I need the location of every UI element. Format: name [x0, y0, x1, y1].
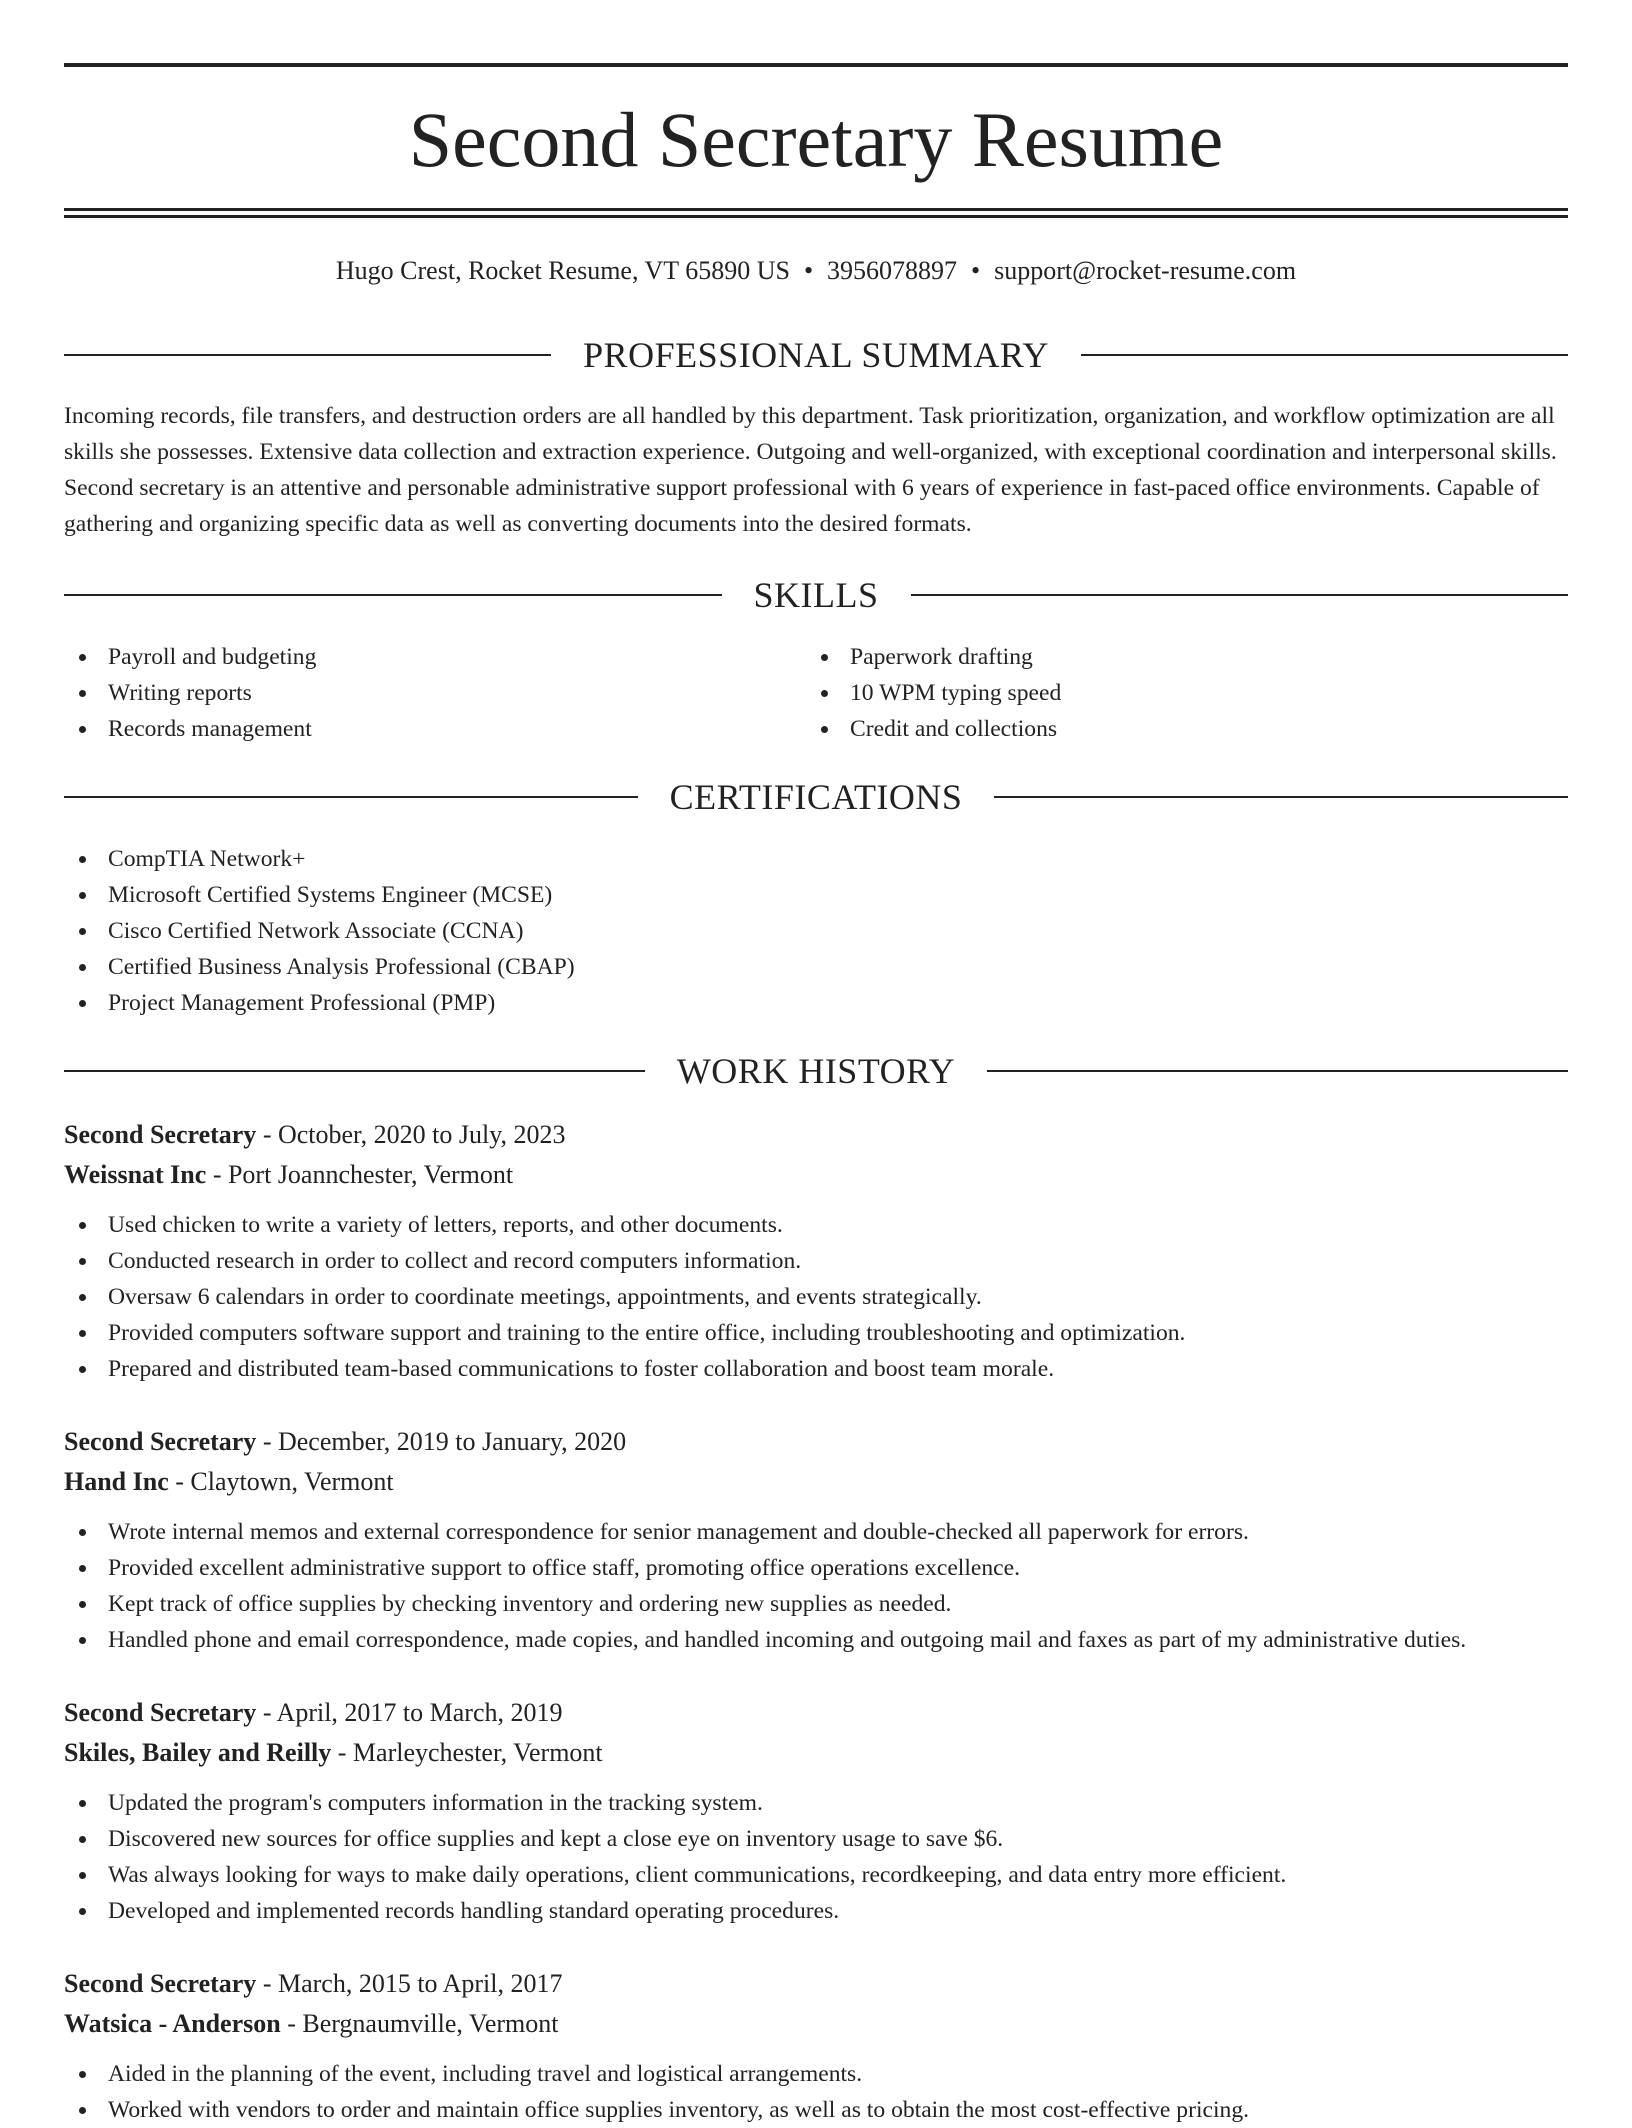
- certification-item: Cisco Certified Network Associate (CCNA): [64, 913, 1568, 949]
- heading-rule: [64, 594, 722, 596]
- job-duties: [64, 2056, 1568, 2128]
- job-location: - Port Joannchester, Vermont: [206, 1160, 514, 1189]
- job-duty: Used chicken to write a variety of letters, reports, and other documents.: [64, 1207, 1568, 1243]
- certifications-list: [64, 841, 1568, 1021]
- job-duty: Updated the program's computers information in the tracking system.: [64, 1785, 1568, 1821]
- section-title: SKILLS: [753, 575, 879, 615]
- job-dates: - December, 2019 to January, 2020: [256, 1427, 627, 1456]
- job-title-line: [64, 1693, 1568, 1733]
- job-duty: Handled phone and email correspondence, made copies, and handled incoming and outgoing mail and faxes as part of my administrative duties.: [64, 1622, 1568, 1658]
- job-location: - Bergnaumville, Vermont: [280, 2009, 559, 2038]
- job-duty: Aided in the planning of the event, including travel and logistical arrangements.: [64, 2056, 1568, 2092]
- job-duty: Prepared and distributed team-based communications to foster collaboration and boost team morale.: [64, 1351, 1568, 1387]
- certification-item: CompTIA Network+: [64, 841, 1568, 877]
- summary-paragraph: Incoming records, file transfers, and destruction orders are all handled by this department. Task prioritization, organization, and workflow optimization are all skills she possesses. Extensive data collection and extraction experience. Outgoing and well-organized, with exceptional coordination and interpersonal skills. Second secretary is an attentive and personable administrative support professional with 6 years of experience in fast-paced office environments. Capable of gathering and organizing specific data as well as converting documents into the desired formats.: [64, 403, 1557, 537]
- job-entry: [64, 1115, 1568, 1387]
- job-duty: Provided excellent administrative support to office staff, promoting office operations excellence.: [64, 1550, 1568, 1586]
- job-title: Second Secretary: [64, 1120, 257, 1149]
- job-duties: [64, 1207, 1568, 1387]
- skills-column-right: [806, 639, 1506, 747]
- job-company-line: [64, 1733, 1568, 1773]
- job-duty: Provided computers software support and training to the entire office, including troubleshooting and optimization.: [64, 1315, 1568, 1351]
- job-duty: Conducted research in order to collect and record computers information.: [64, 1243, 1568, 1279]
- skill-item: 10 WPM typing speed: [806, 675, 1506, 711]
- contact-line: [64, 254, 1568, 288]
- job-title: Second Secretary: [64, 1698, 257, 1727]
- contact-address: Hugo Crest, Rocket Resume, VT 65890 US: [335, 256, 790, 285]
- resume-title: Second Secretary Resume: [408, 96, 1224, 183]
- job-dates: - March, 2015 to April, 2017: [256, 1969, 563, 1998]
- job-entry: [64, 1964, 1568, 2128]
- job-company-line: [64, 2004, 1568, 2044]
- certification-item: Project Management Professional (PMP): [64, 985, 1568, 1021]
- job-duty: Kept track of office supplies by checking inventory and ordering new supplies as needed.: [64, 1586, 1568, 1622]
- top-rule: [64, 63, 1568, 67]
- job-title-line: [64, 1964, 1568, 2004]
- job-duties: [64, 1514, 1568, 1658]
- job-duty: Wrote internal memos and external correspondence for senior management and double-checked all paperwork for errors.: [64, 1514, 1568, 1550]
- section-heading-certifications: [64, 775, 1568, 819]
- contact-separator: •: [803, 256, 814, 285]
- contact-email: support@rocket-resume.com: [994, 256, 1297, 285]
- heading-rule: [911, 594, 1569, 596]
- job-duty: Developed and implemented records handling standard operating procedures.: [64, 1893, 1568, 1929]
- job-duty: Oversaw 6 calendars in order to coordinate meetings, appointments, and events strategically.: [64, 1279, 1568, 1315]
- job-dates: - October, 2020 to July, 2023: [256, 1120, 566, 1149]
- skill-item: Paperwork drafting: [806, 639, 1506, 675]
- job-duty: Was always looking for ways to make daily operations, client communications, recordkeeping, and data entry more efficient.: [64, 1857, 1568, 1893]
- job-title-line: [64, 1115, 1568, 1155]
- job-location: - Marleychester, Vermont: [331, 1738, 603, 1767]
- job-entry: [64, 1693, 1568, 1929]
- job-company-line: [64, 1155, 1568, 1195]
- skill-item: Writing reports: [64, 675, 764, 711]
- job-title-line: [64, 1422, 1568, 1462]
- job-company: Watsica - Anderson: [64, 2009, 281, 2038]
- job-company: Hand Inc: [64, 1467, 169, 1496]
- heading-rule: [1081, 354, 1568, 356]
- job-duties: [64, 1785, 1568, 1929]
- heading-rule: [64, 1070, 645, 1072]
- contact-separator: •: [971, 256, 981, 285]
- heading-rule: [994, 796, 1568, 798]
- job-location: - Claytown, Vermont: [168, 1467, 394, 1496]
- job-entry: [64, 1422, 1568, 1658]
- certification-item: Microsoft Certified Systems Engineer (MCSE): [64, 877, 1568, 913]
- job-title: Second Secretary: [64, 1427, 257, 1456]
- job-company-line: [64, 1462, 1568, 1502]
- skill-item: Credit and collections: [806, 711, 1506, 747]
- job-title: Second Secretary: [64, 1969, 257, 1998]
- title-double-rule: [64, 208, 1568, 218]
- skills-column-left: [64, 639, 764, 747]
- job-company: Weissnat Inc: [64, 1160, 207, 1189]
- certification-item: Certified Business Analysis Professional (CBAP): [64, 949, 1568, 985]
- job-duty: Discovered new sources for office supplies and kept a close eye on inventory usage to save $6.: [64, 1821, 1568, 1857]
- section-title: CERTIFICATIONS: [669, 777, 963, 817]
- skill-item: Payroll and budgeting: [64, 639, 764, 675]
- job-company: Skiles, Bailey and Reilly: [64, 1738, 332, 1767]
- section-title: PROFESSIONAL SUMMARY: [583, 335, 1049, 375]
- section-heading-work-history: [64, 1049, 1568, 1093]
- heading-rule: [987, 1070, 1568, 1072]
- skill-item: Records management: [64, 711, 764, 747]
- job-duty: Worked with vendors to order and maintain office supplies inventory, as well as to obtain the most cost-effective pricing.: [64, 2092, 1568, 2128]
- section-heading-skills: [64, 573, 1568, 617]
- section-heading-summary: [64, 333, 1568, 377]
- contact-phone: 3956078897: [827, 256, 958, 285]
- heading-rule: [64, 796, 638, 798]
- job-dates: - April, 2017 to March, 2019: [256, 1698, 563, 1727]
- heading-rule: [64, 354, 551, 356]
- section-title: WORK HISTORY: [676, 1051, 956, 1091]
